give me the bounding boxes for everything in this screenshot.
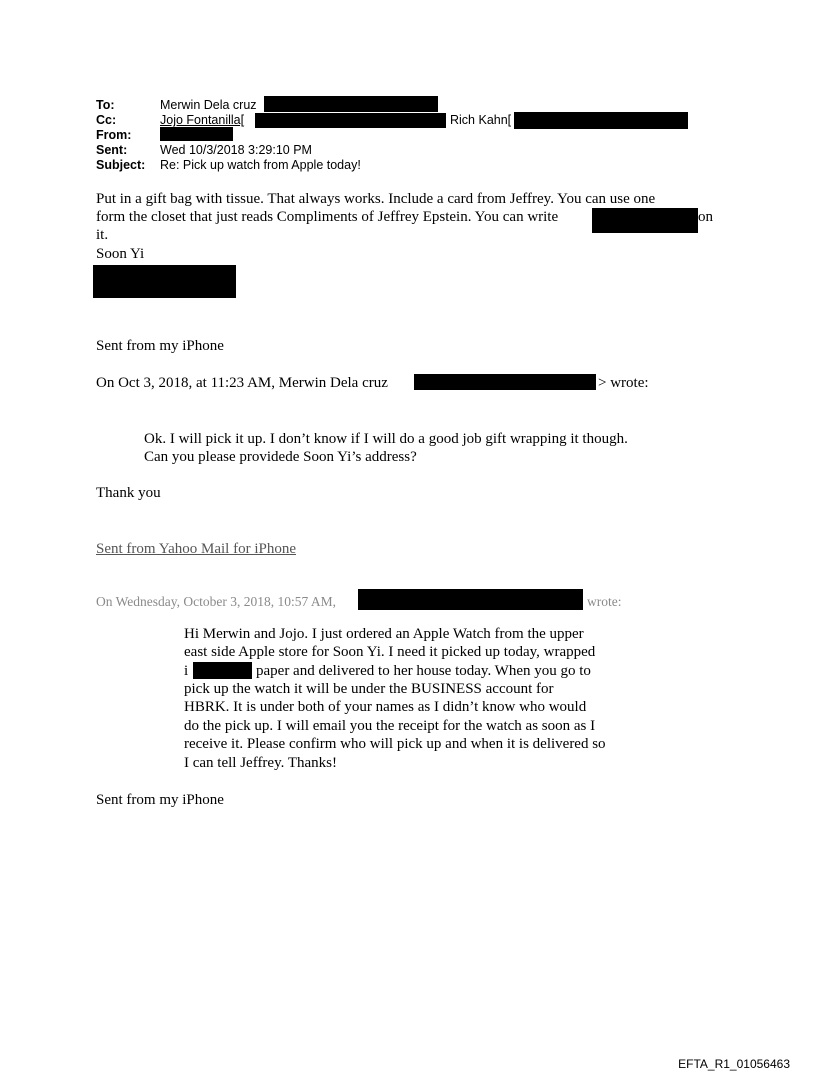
quote-body-line-prefix: i xyxy=(184,663,189,679)
thanks-text: Thank you xyxy=(96,485,161,501)
quote-attribution: On Wednesday, October 3, 2018, 10:57 AM, xyxy=(96,594,337,609)
sent-value: Wed 10/3/2018 3:29:10 PM xyxy=(160,143,312,157)
redaction-box xyxy=(193,662,252,679)
quote-body-line: Hi Merwin and Jojo. I just ordered an Apple Watch from the upper xyxy=(184,626,584,642)
subject-value: Re: Pick up watch from Apple today! xyxy=(160,158,361,172)
subject-label: Subject: xyxy=(96,158,146,172)
bates-number: EFTA_R1_01056463 xyxy=(678,1057,790,1071)
quote-attribution-tail: wrote: xyxy=(587,594,622,609)
sent-from-iphone: Sent from my iPhone xyxy=(96,338,224,354)
reply-line: it. xyxy=(96,227,109,243)
cc-label: Cc: xyxy=(96,113,117,127)
redaction-box xyxy=(264,96,438,112)
cc-value-2: Rich Kahn[ xyxy=(450,113,512,127)
redaction-box xyxy=(255,113,446,128)
to-value: Merwin Dela cruz xyxy=(160,98,257,112)
quote-body-line: I can tell Jeffrey. Thanks! xyxy=(184,755,337,771)
quote-body-line: east side Apple store for Soon Yi. I need it picked up today, wrapped xyxy=(184,644,596,660)
reply-line: Put in a gift bag with tissue. That always works. Include a card from Jeffrey. You can use one xyxy=(96,191,656,207)
quote-body-line: paper and delivered to her house today. When you go to xyxy=(256,663,591,679)
signature: Soon Yi xyxy=(96,246,145,262)
redaction-box xyxy=(592,208,698,233)
redaction-box xyxy=(93,265,236,298)
quote-body-line: HBRK. It is under both of your names as I didn’t know who would xyxy=(184,699,587,715)
quote-body-line: do the pick up. I will email you the receipt for the watch as soon as I xyxy=(184,718,596,734)
reply-line: form the closet that just reads Compliments of Jeffrey Epstein. You can write xyxy=(96,209,559,225)
quote-body-line: pick up the watch it will be under the BUSINESS account for xyxy=(184,681,554,697)
quote-body-line: receive it. Please confirm who will pick up and when it is delivered so xyxy=(184,736,606,752)
quote-attribution: On Oct 3, 2018, at 11:23 AM, Merwin Dela cruz xyxy=(96,375,388,391)
from-label: From: xyxy=(96,128,132,142)
quote-body-line: Ok. I will pick it up. I don’t know if I will do a good job gift wrapping it though. xyxy=(144,431,628,447)
quote-body-line: Can you please providede Soon Yi’s address? xyxy=(144,449,417,465)
reply-line-tail: on xyxy=(698,209,713,225)
redaction-box xyxy=(358,589,583,610)
redaction-box xyxy=(414,374,596,390)
yahoo-mail-link[interactable]: Sent from Yahoo Mail for iPhone xyxy=(96,541,296,557)
quote-attribution-tail: > wrote: xyxy=(598,375,649,391)
to-label: To: xyxy=(96,98,115,112)
cc-value-1: Jojo Fontanilla[ xyxy=(160,113,245,127)
redaction-box xyxy=(160,127,233,141)
sent-label: Sent: xyxy=(96,143,128,157)
redaction-box xyxy=(514,112,688,129)
sent-from-iphone: Sent from my iPhone xyxy=(96,792,224,808)
